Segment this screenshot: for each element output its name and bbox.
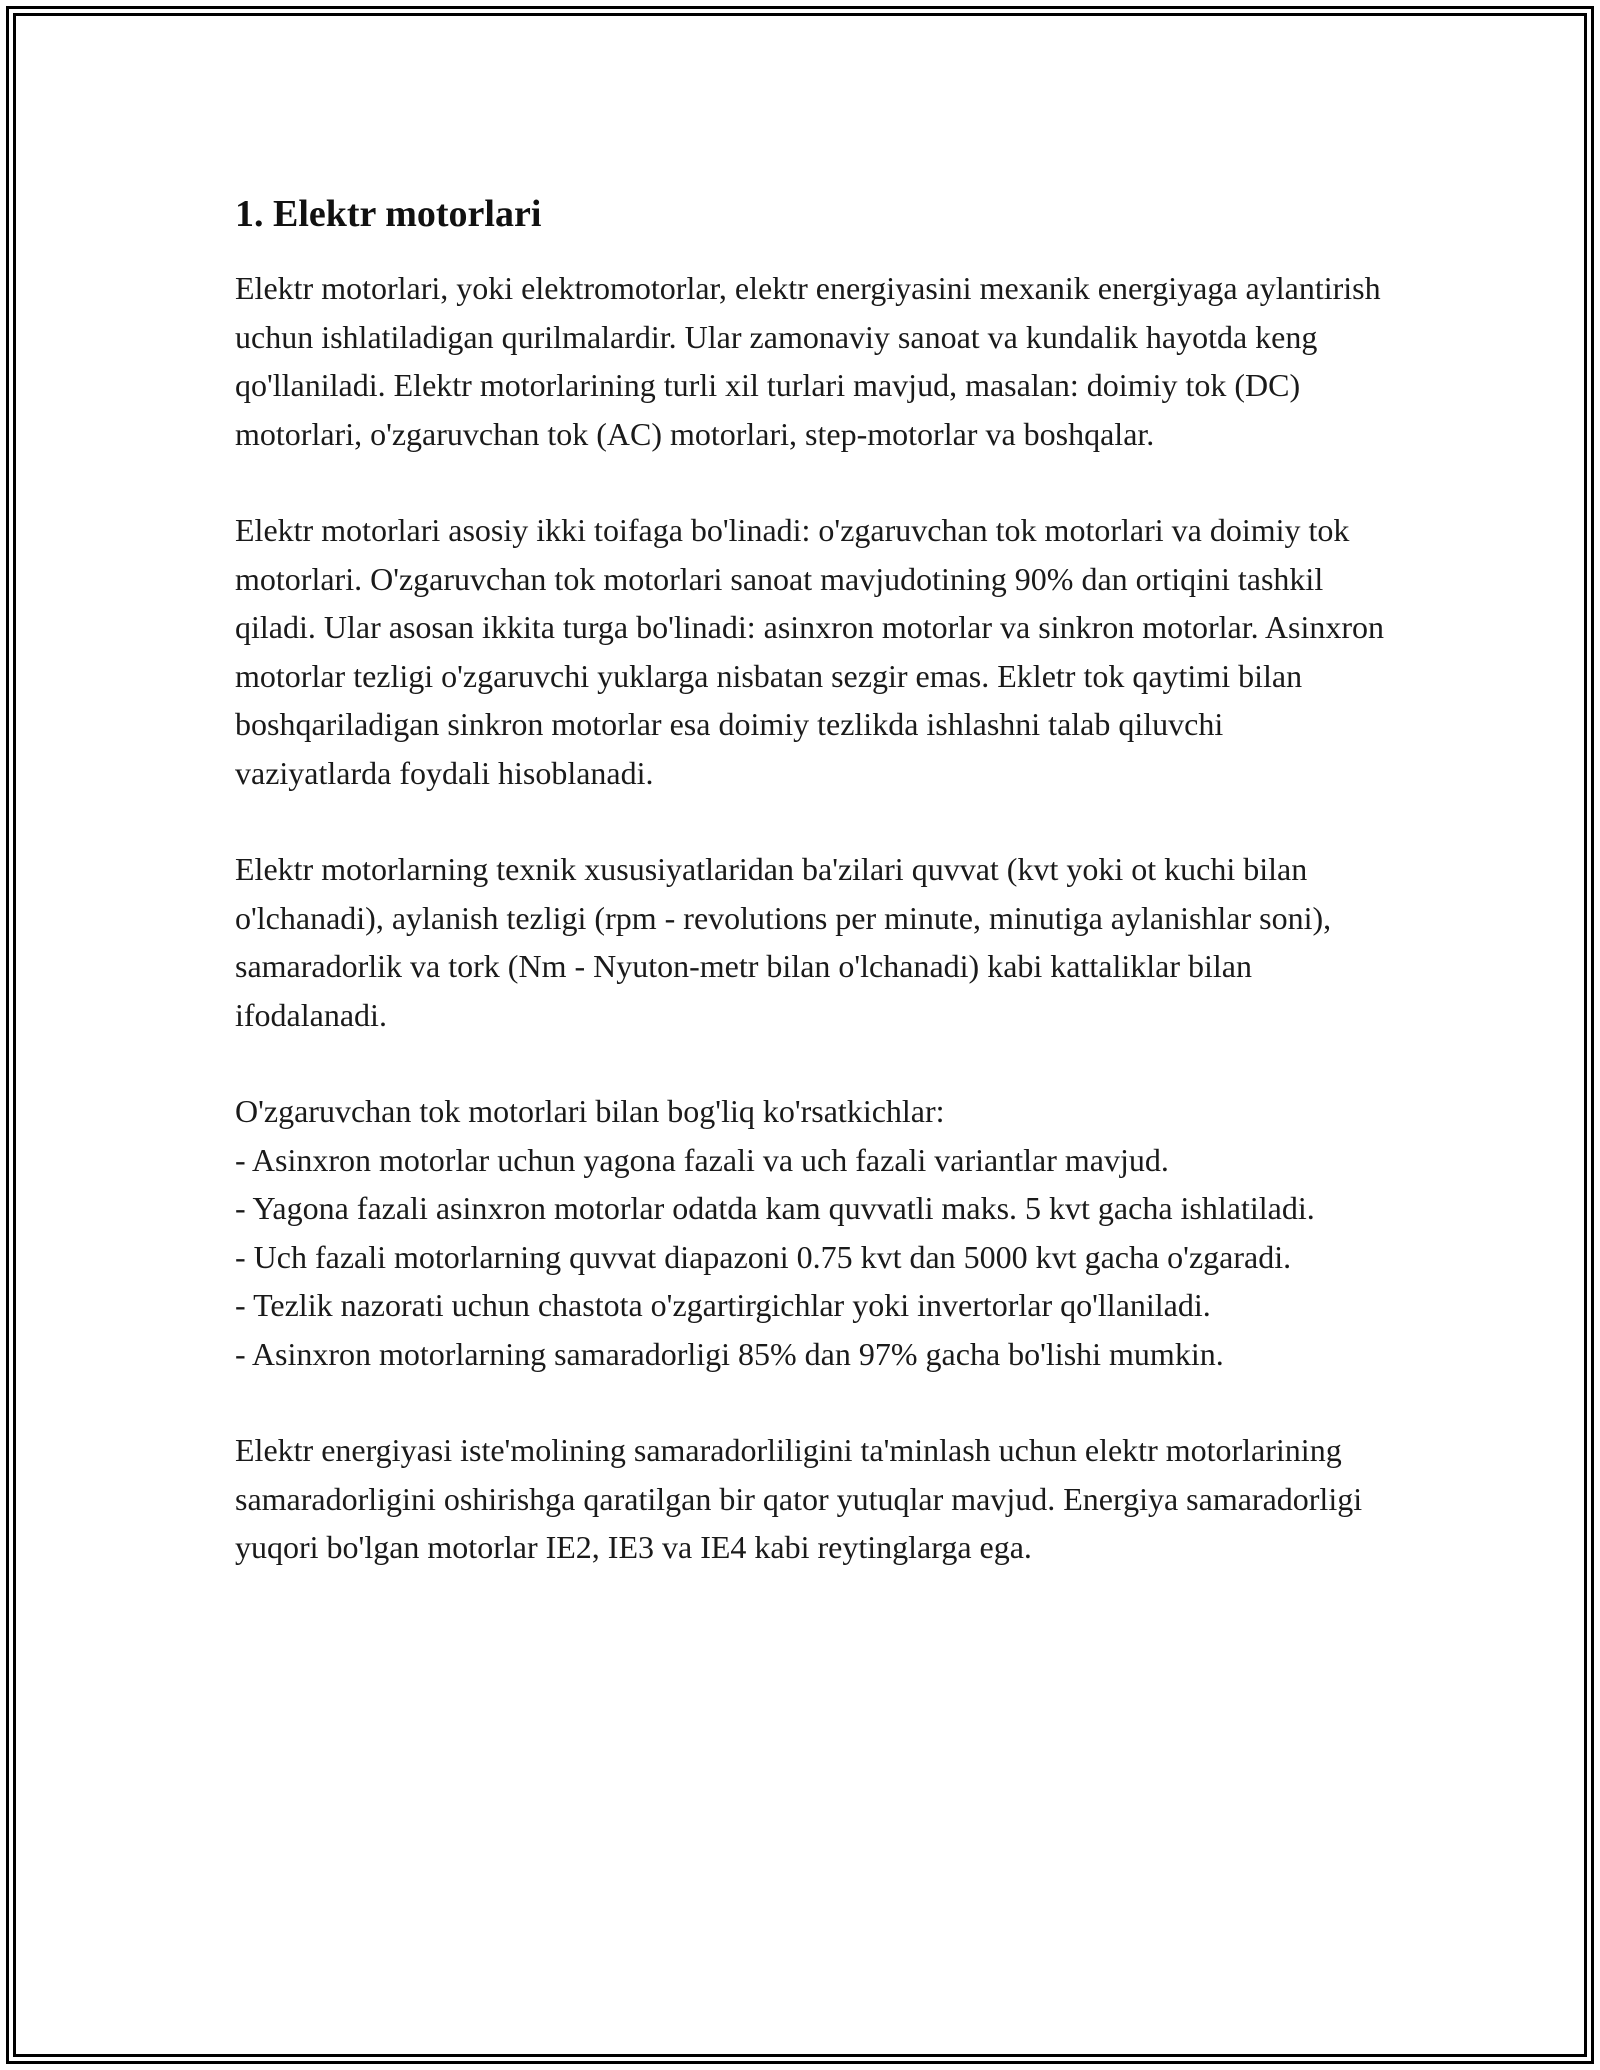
indicator-list: [235, 1136, 1385, 1379]
paragraph-categories: Elektr motorlari asosiy ikki toifaga bo'linadi: o'zgaruvchan tok motorlari va doimiy tok motorlari. O'zgaruvchan tok motorlari sanoat mavjudotining 90% dan ortiqini tashkil qiladi. Ular asosan ikkita turga bo'linadi: asinxron motorlar va sinkron motorlar. Asinxron motorlar tezligi o'zgaruvchi yuklarga nisbatan sezgir emas. Ekletr tok qaytimi bilan boshqariladigan sinkron motorlar esa doimiy tezlikda ishlashni talab qiluvchi vaziyatlarda foydali hisoblanadi.: [235, 512, 1384, 791]
paragraph-specifications: Elektr motorlarning texnik xususiyatlaridan ba'zilari quvvat (kvt yoki ot kuchi bilan o'lchanadi), aylanish tezligi (rpm - revolutions per minute, minutiga aylanishlar soni), samaradorlik va tork (Nm - Nyuton-metr bilan o'lchanadi) kabi kattaliklar bilan ifodalanadi.: [235, 851, 1332, 1033]
list-item: - Asinxron motorlar uchun yagona fazali va uch fazali variantlar mavjud.: [235, 1141, 1169, 1178]
list-item: - Tezlik nazorati uchun chastota o'zgartirgichlar yoki invertorlar qo'llaniladi.: [235, 1287, 1211, 1323]
list-item: - Asinxron motorlarning samaradorligi 85% dan 97% gacha bo'lishi mumkin.: [235, 1335, 1224, 1372]
paragraph-intro: Elektr motorlari, yoki elektromotorlar, elektr energiyasini mexanik energiyaga aylantirish uchun ishlatiladigan qurilmalardir. Ular zamonaviy sanoat va kundalik hayotda keng qo'llaniladi. Elektr motorlarining turli xil turlari mavjud, masalan: doimiy tok (DC) motorlari, o'zgaruvchan tok (AC) motorlari, step-motorlar va boshqalar.: [235, 270, 1381, 452]
section-heading: 1. Elektr motorlari: [235, 193, 542, 235]
document-page: [235, 186, 1385, 1620]
paragraph-closing: Elektr energiyasi iste'molining samaradorliligini ta'minlash uchun elektr motorlarining samaradorligini oshirishga qaratilgan bir qator yutuqlar mavjud. Energiya samaradorligi yuqori bo'lgan motorlar IE2, IE3 va IE4 kabi reytinglarga ega.: [235, 1432, 1363, 1565]
list-item: - Uch fazali motorlarning quvvat diapazoni 0.75 kvt dan 5000 kvt gacha o'zgaradi.: [235, 1238, 1292, 1275]
list-item: - Yagona fazali asinxron motorlar odatda kam quvvatli maks. 5 kvt gacha ishlatiladi.: [235, 1190, 1315, 1226]
list-intro: O'zgaruvchan tok motorlari bilan bog'liq ko'rsatkichlar:: [235, 1093, 945, 1129]
